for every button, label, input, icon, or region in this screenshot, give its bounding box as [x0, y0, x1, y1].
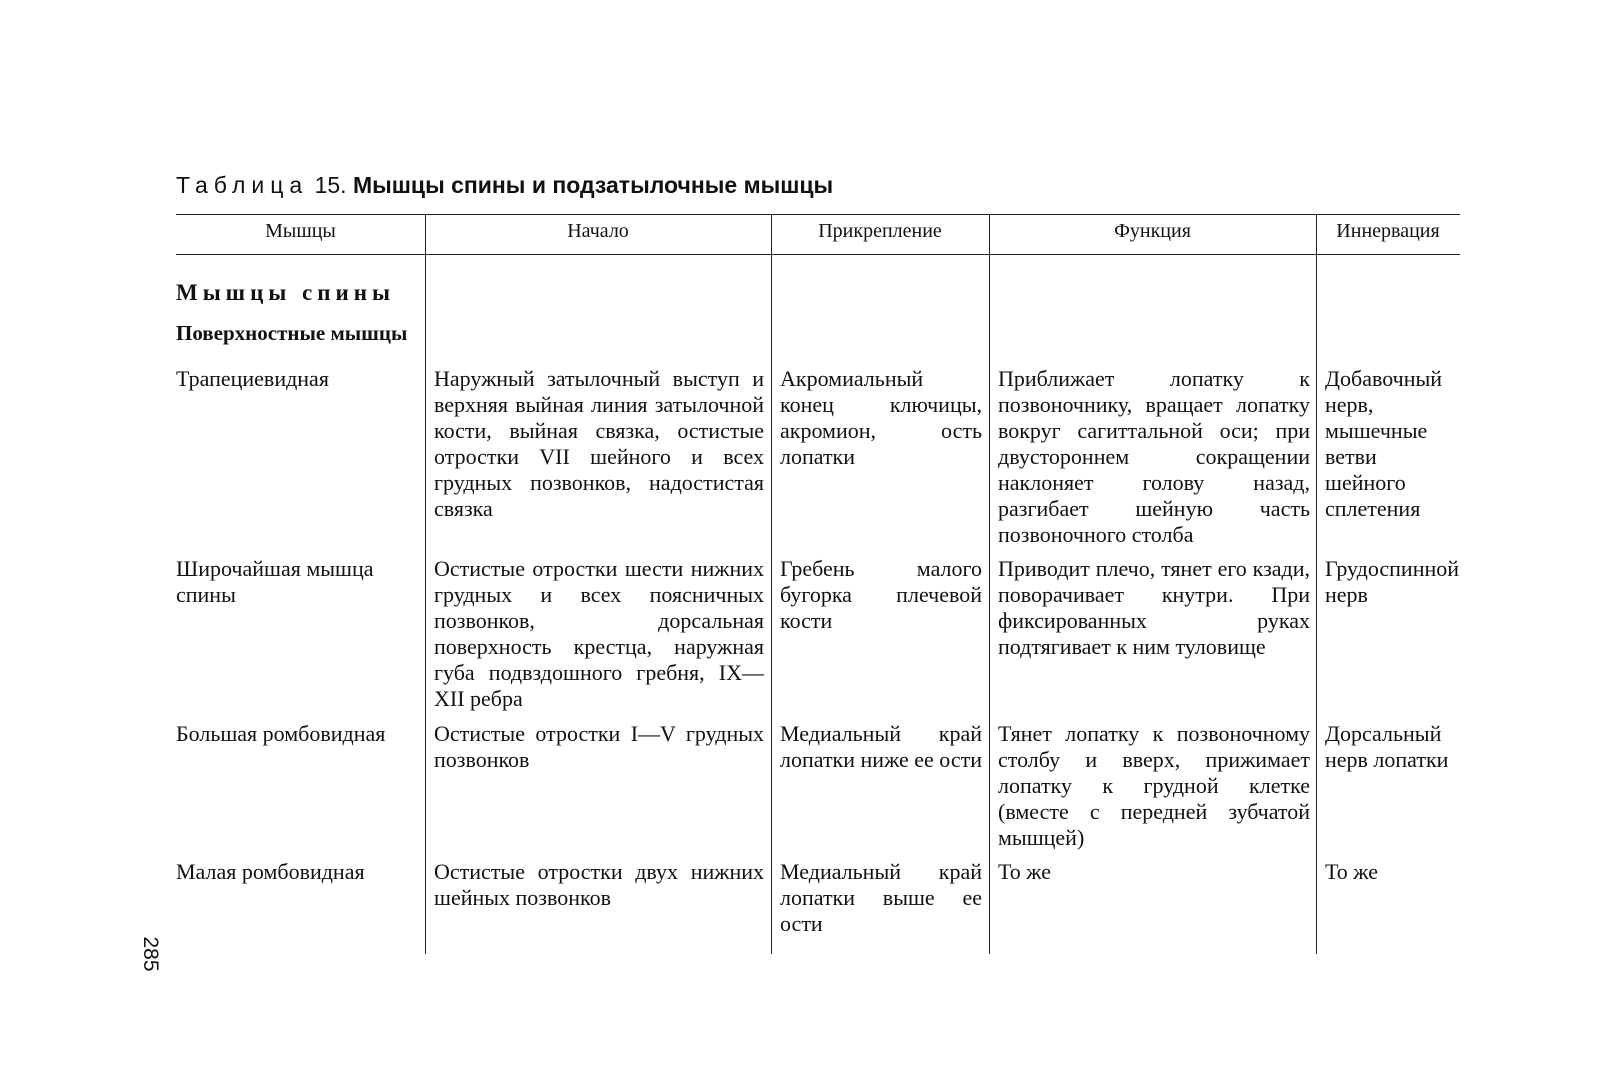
table-row-insertion: Акромиальный конец ключицы, акромион, ость лопатки — [780, 366, 982, 469]
header-muscles: Мышцы — [265, 220, 336, 242]
header-innervation: Иннервация — [1336, 220, 1440, 242]
table-row-innervation: Добавочный нерв, мышечные ветви шейного сплетения — [1325, 366, 1443, 521]
caption-title: Мышцы спины и подзатылочные мышцы — [352, 172, 834, 198]
table-row-muscle: Широчайшая мышца спины — [176, 556, 374, 607]
table-row-innervation: Дорсальный нерв лопатки — [1325, 721, 1449, 772]
table-row-innervation: Грудоспинной нерв — [1325, 556, 1460, 607]
table-row-origin: Остистые отростки двух нижних шейных позвонков — [434, 859, 764, 910]
header-function: Функция — [1114, 220, 1191, 242]
table-row-insertion: Гребень малого бугорка плечевой кости — [780, 556, 982, 633]
column-divider — [1316, 214, 1317, 954]
table-row-function: Приближает лопатку к позвоночнику, вращает лопатку вокруг сагиттальной оси; при двустороннем сокращении наклоняет голову назад, разгибает шейную часть позвоночного столба — [998, 366, 1310, 547]
table-row-muscle: Трапециевидная — [176, 366, 329, 391]
table-row-insertion: Медиальный край лопатки выше ее ости — [780, 859, 982, 936]
table-row-origin: Остистые отростки I—V грудных позвонков — [434, 721, 764, 772]
table-row-muscle: Большая ромбовидная — [176, 721, 386, 746]
subsection-heading: Поверхностные мышцы — [176, 321, 408, 345]
table-row-muscle: Малая ромбовидная — [176, 859, 365, 884]
section-heading: Мышцы спины — [176, 280, 395, 305]
column-divider — [989, 214, 990, 954]
caption-label: Таблица — [176, 172, 309, 198]
header-rule — [176, 254, 1460, 255]
table-caption — [176, 172, 833, 199]
header-insertion: Прикрепление — [818, 220, 942, 242]
table-row-innervation: То же — [1325, 859, 1378, 884]
column-divider — [425, 214, 426, 954]
table-row-origin: Остистые отростки шести нижних грудных и всех поясничных позвонков, дорсальная поверхность крестца, наружная губа подвздошного гребня, IX—XII ребра — [434, 556, 764, 711]
top-rule — [176, 214, 1460, 215]
header-origin: Начало — [567, 220, 629, 242]
table-row-function: Приводит плечо, тянет его кзади, поворачивает кнутри. При фиксированных руках подтягивает к ним туловище — [998, 556, 1310, 659]
table-row-origin: Наружный затылочный выступ и верхняя выйная линия затылочной кости, выйная связка, остистые отростки VII шейного и всех грудных позвонков, надостистая связка — [434, 366, 764, 521]
column-divider — [771, 214, 772, 954]
caption-number: 15. — [314, 172, 347, 198]
page-number: 285 — [139, 936, 162, 972]
table-row-function: Тянет лопатку к позвоночному столбу и вверх, прижимает лопатку к грудной клетке (вместе с передней зубчатой мышцей) — [998, 721, 1310, 850]
table-row-insertion: Медиальный край лопатки ниже ее ости — [780, 721, 982, 772]
table-row-function: То же — [998, 859, 1051, 884]
